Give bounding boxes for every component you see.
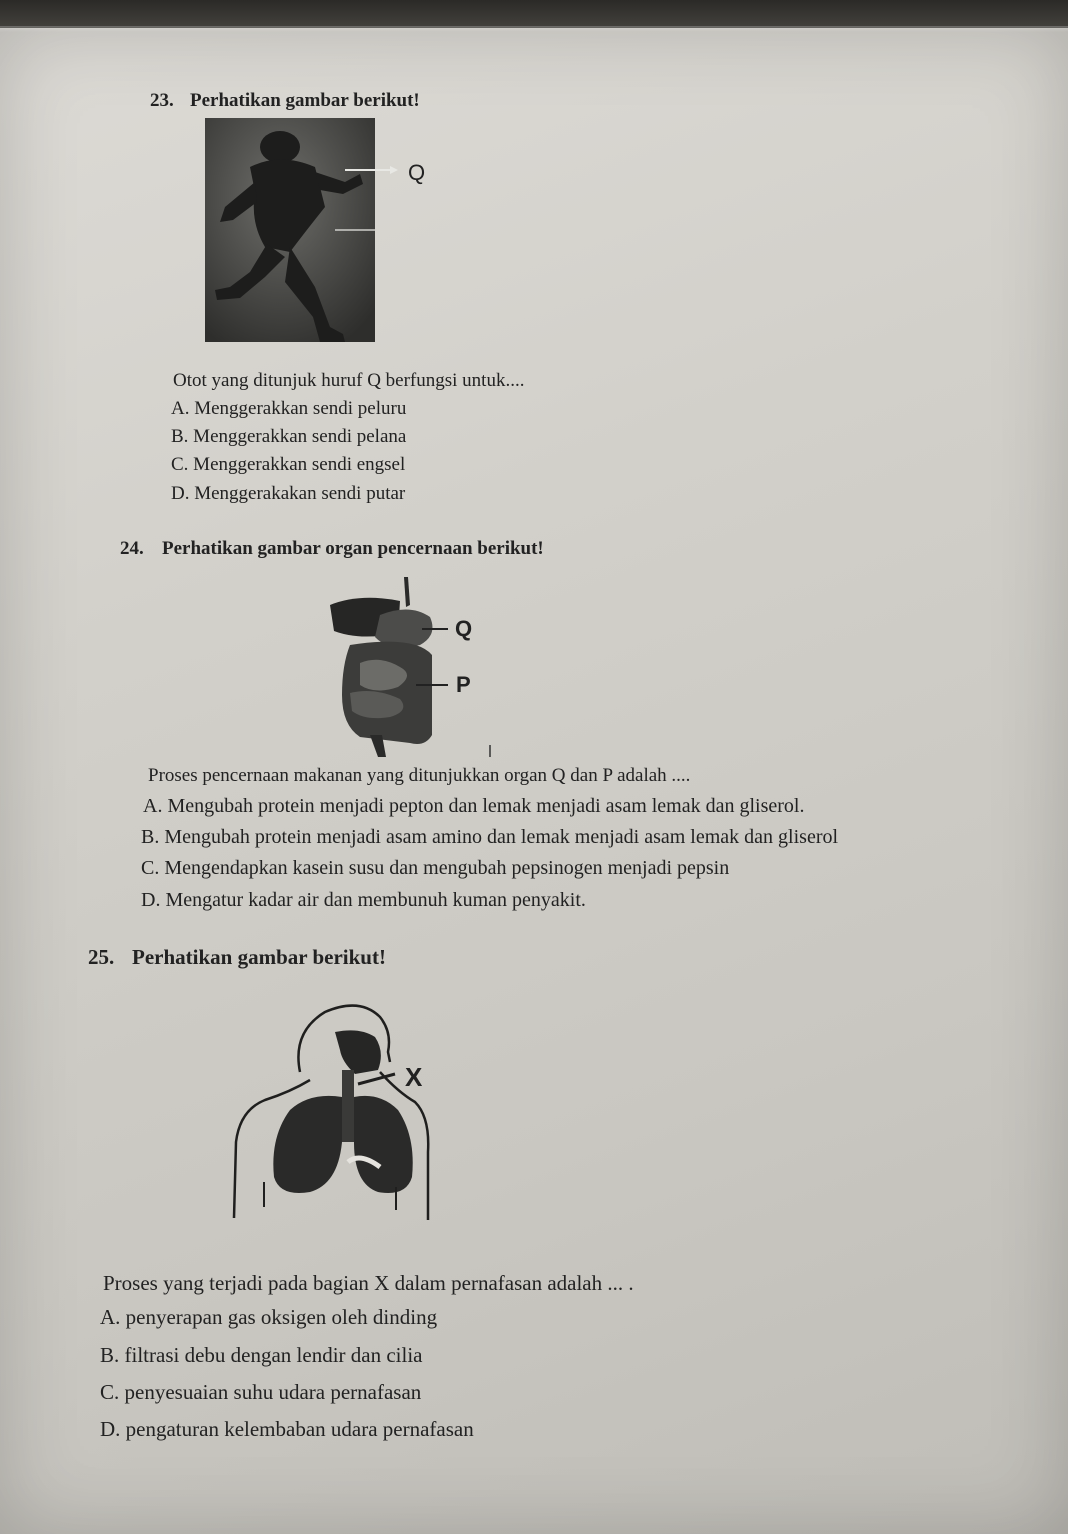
q25-left-lung xyxy=(273,1096,342,1193)
q25-option-d: D. pengaturan kelembaban udara pernafasan xyxy=(100,1417,474,1441)
q24-label-q: Q xyxy=(455,616,473,641)
q24-option-b: B. Mengubah protein menjadi asam amino dan lemak menjadi asam lemak dan gliserol xyxy=(141,826,839,848)
q25-label-x: X xyxy=(405,1062,423,1092)
q24-number: 24. xyxy=(120,538,144,559)
q23-arrowhead xyxy=(390,166,398,174)
q24-label-p: P xyxy=(456,672,471,697)
q25-nasal-cavity xyxy=(335,1030,381,1074)
q23-label-q: Q xyxy=(408,160,426,185)
q24-option-a: A. Mengubah protein menjadi pepton dan lemak menjadi asam lemak dan gliserol. xyxy=(143,795,805,817)
q23-prompt: Perhatikan gambar berikut! xyxy=(190,90,420,111)
q25-number: 25. xyxy=(88,945,115,969)
q25-trachea xyxy=(342,1070,354,1142)
q24-prompt: Perhatikan gambar organ pencernaan berikut! xyxy=(162,538,544,559)
q25-prompt: Perhatikan gambar berikut! xyxy=(132,945,386,969)
q23-option-d: D. Menggerakakan sendi putar xyxy=(171,483,406,504)
q23-option-c: C. Menggerakkan sendi engsel xyxy=(171,454,406,475)
q25-respiratory-figure xyxy=(230,992,450,1222)
q24-esophagus xyxy=(404,577,410,607)
q25-option-c: C. penyesuaian suhu udara pernafasan xyxy=(100,1380,422,1404)
q25-option-b: B. filtrasi debu dengan lendir dan cilia xyxy=(100,1343,423,1367)
q25-option-a: A. penyerapan gas oksigen oleh dinding xyxy=(100,1305,438,1329)
paper-top-edge xyxy=(0,26,1068,32)
q23-number: 23. xyxy=(150,90,174,111)
q25-right-lung xyxy=(354,1096,413,1193)
q24-organs xyxy=(330,577,432,757)
q23-stem: Otot yang ditunjuk huruf Q berfungsi untuk.... xyxy=(173,370,525,391)
q24-digestive-figure xyxy=(320,575,500,760)
q24-stem: Proses pencernaan makanan yang ditunjukkan organ Q dan P adalah .... xyxy=(148,765,691,786)
q25-stem: Proses yang terjadi pada bagian X dalam pernafasan adalah ... . xyxy=(103,1271,634,1295)
q23-option-b: B. Menggerakkan sendi pelana xyxy=(171,426,407,447)
q23-option-a: A. Menggerakkan sendi peluru xyxy=(171,398,407,419)
q24-option-d: D. Mengatur kadar air dan membunuh kuman penyakit. xyxy=(141,889,586,911)
q24-option-c: C. Mengendapkan kasein susu dan mengubah pepsinogen menjadi pepsin xyxy=(141,857,730,879)
q23-muscle-figure xyxy=(195,112,465,344)
